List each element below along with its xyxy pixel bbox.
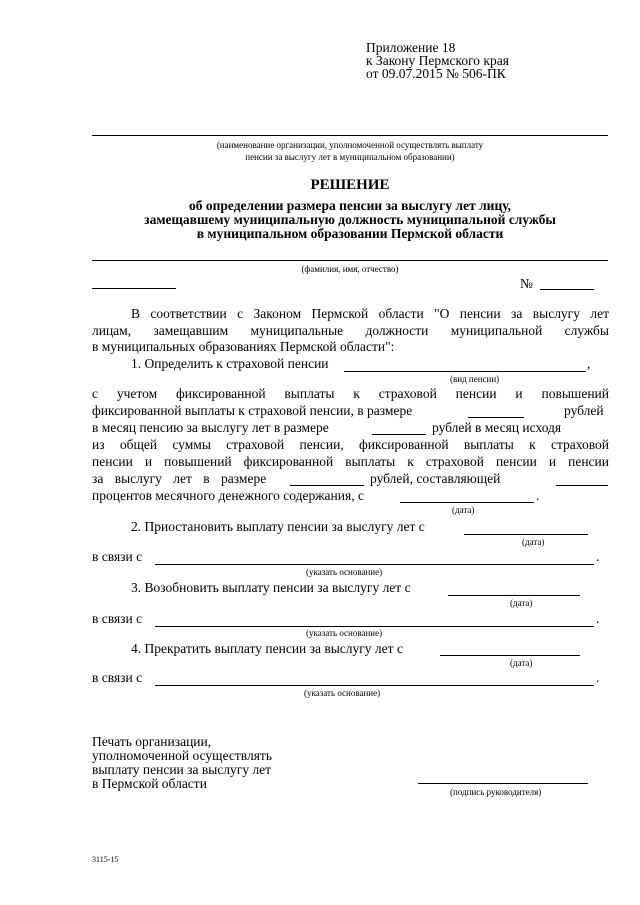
number-sign: № bbox=[520, 276, 533, 291]
signature-caption: (подпись руководителя) bbox=[450, 787, 542, 797]
stamp-line-1: Печать организации, bbox=[92, 734, 212, 749]
suspend-date-caption: (дата) bbox=[522, 537, 545, 547]
item3-lead: 3. Возобновить выплату пенсии за выслугу лет с bbox=[131, 580, 411, 595]
resume-date-caption: (дата) bbox=[510, 598, 533, 608]
start-date-caption: (дата) bbox=[452, 505, 475, 515]
start-date-line bbox=[400, 502, 534, 503]
item4-dot: . bbox=[596, 670, 600, 685]
title-line-1: об определении размера пенсии за выслугу лет лицу, bbox=[188, 198, 512, 213]
item1-line-3b: рублей bbox=[564, 403, 604, 418]
item1-comma: , bbox=[587, 356, 591, 371]
preamble-line-1: В соответствии с Законом Пермской области "О пенсии за выслугу лет bbox=[131, 306, 609, 321]
item1-line-3a: фиксированной выплаты к страховой пенсии, в размере bbox=[92, 403, 413, 418]
item1-lead: 1. Определить к страховой пенсии bbox=[131, 356, 329, 371]
item1-line-4a: в месяц пенсию за выслугу лет в размере bbox=[92, 420, 329, 435]
item1-line-8a: процентов месячного денежного содержания, с bbox=[92, 488, 364, 503]
signature-line bbox=[418, 783, 588, 784]
item1-line-6: пенсии и повышений фиксированной выплаты к страховой пенсии и пенсии bbox=[92, 454, 609, 469]
item4-reason-prefix: в связи с bbox=[92, 670, 143, 685]
decision-number-line bbox=[540, 289, 594, 290]
item1-line-5: из общей суммы страховой пенсии, фиксированной выплаты к страховой bbox=[92, 437, 609, 452]
item3-dot: . bbox=[596, 611, 600, 626]
appendix-line-3: от 09.07.2015 № 506-ПК bbox=[366, 66, 506, 81]
preamble-line-3: в муниципальных образованиях Пермской области": bbox=[92, 339, 395, 354]
appendix-line-2: к Закону Пермского края bbox=[366, 53, 509, 68]
item4-lead: 4. Прекратить выплату пенсии за выслугу лет с bbox=[131, 641, 403, 656]
resume-date-line bbox=[448, 595, 580, 596]
title-line-3: в муниципальном образовании Пермской области bbox=[196, 226, 504, 241]
amount-2-line bbox=[372, 434, 426, 435]
appendix-line-1: Приложение 18 bbox=[366, 40, 456, 55]
item1-line-2: с учетом фиксированной выплаты к страховой пенсии и повышений bbox=[92, 386, 609, 401]
preamble-line-2: лицам, замещавшим муниципальные должности муниципальной службы bbox=[92, 323, 609, 338]
fio-caption: (фамилия, имя, отчество) bbox=[301, 264, 399, 274]
suspend-reason-line bbox=[155, 564, 594, 565]
terminate-date-caption: (дата) bbox=[510, 658, 533, 668]
item3-reason-prefix: в связи с bbox=[92, 611, 143, 626]
amount-3-line bbox=[290, 485, 364, 486]
title-line-2: замещавшему муниципальную должность муниципальной службы bbox=[144, 212, 556, 227]
terminate-date-line bbox=[440, 655, 580, 656]
resume-reason-line bbox=[155, 626, 594, 627]
stamp-line-3: выплату пенсии за выслугу лет bbox=[92, 762, 272, 777]
pension-type-line bbox=[344, 371, 586, 372]
org-caption-2: пенсии за выслугу лет в муниципальном образовании) bbox=[245, 152, 455, 162]
resume-reason-caption: (указать основание) bbox=[306, 628, 383, 638]
fio-line bbox=[92, 260, 608, 261]
terminate-reason-line bbox=[155, 685, 594, 686]
percent-line bbox=[556, 485, 608, 486]
item2-dot: . bbox=[596, 549, 600, 564]
org-name-line bbox=[92, 135, 608, 136]
decision-date-line bbox=[92, 288, 176, 289]
suspend-date-line bbox=[464, 534, 588, 535]
item1-line-4b: рублей в месяц исходя bbox=[432, 420, 562, 435]
stamp-line-4: в Пермской области bbox=[92, 776, 207, 791]
amount-1-line bbox=[468, 417, 524, 418]
item2-reason-prefix: в связи с bbox=[92, 549, 143, 564]
terminate-reason-caption: (указать основание) bbox=[304, 688, 381, 698]
org-caption-1: (наименование организации, уполномоченной осуществлять выплату bbox=[216, 140, 484, 150]
document-title: РЕШЕНИЕ bbox=[310, 177, 390, 193]
item1-line-8b: . bbox=[536, 488, 540, 503]
suspend-reason-caption: (указать основание) bbox=[306, 567, 383, 577]
pension-type-caption: (вид пенсии) bbox=[450, 374, 500, 384]
item1-line-7b: рублей, составляющей bbox=[370, 471, 501, 486]
stamp-line-2: уполномоченной осуществлять bbox=[92, 748, 272, 763]
footer-code: 3115-15 bbox=[92, 855, 119, 864]
item2-lead: 2. Приостановить выплату пенсии за выслугу лет с bbox=[131, 519, 425, 534]
item1-line-7a: за выслугу лет в размере bbox=[92, 471, 267, 486]
